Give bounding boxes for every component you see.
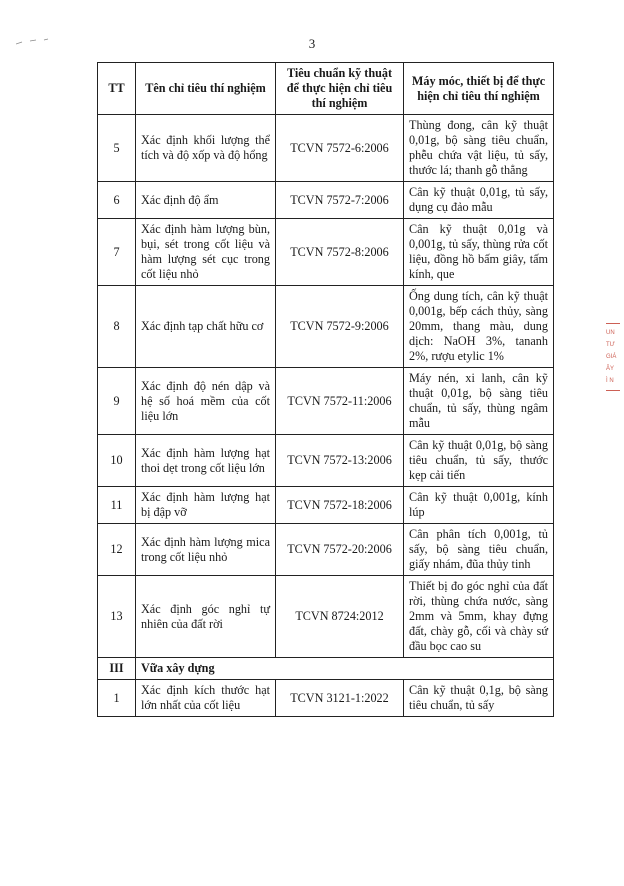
row-tt: 8 xyxy=(98,286,136,368)
table-row xyxy=(98,219,554,286)
row-tt: 1 xyxy=(98,680,136,717)
table-row xyxy=(98,680,554,717)
section-row xyxy=(98,658,554,680)
table-row xyxy=(98,435,554,487)
stamp-text: ÂY xyxy=(606,366,615,372)
section-number: III xyxy=(98,658,136,680)
table-row xyxy=(98,182,554,219)
row-standard: TCVN 3121-1:2022 xyxy=(276,680,404,717)
row-standard: TCVN 7572-18:2006 xyxy=(276,487,404,524)
row-name: Xác định hàm lượng hạt bị đập vỡ xyxy=(136,487,276,524)
row-name: Xác định độ ẩm xyxy=(136,182,276,219)
scan-mark-icon xyxy=(16,38,52,46)
row-standard: TCVN 8724:2012 xyxy=(276,576,404,658)
row-tt: 11 xyxy=(98,487,136,524)
table-row xyxy=(98,576,554,658)
row-equipment: Thiết bị đo góc nghỉ của đất rời, thùng chứa nước, sàng 2mm và 5mm, khay đựng đất, chày gỗ, cối và chày sứ đầu bọc cao su xyxy=(404,576,554,658)
row-name: Xác định hàm lượng mica trong cốt liệu nhỏ xyxy=(136,524,276,576)
row-standard: TCVN 7572-6:2006 xyxy=(276,115,404,182)
row-standard: TCVN 7572-8:2006 xyxy=(276,219,404,286)
row-tt: 9 xyxy=(98,368,136,435)
stamp-text: UN xyxy=(606,330,615,336)
test-criteria-table xyxy=(97,62,554,717)
stamp-line xyxy=(606,390,620,391)
row-standard: TCVN 7572-7:2006 xyxy=(276,182,404,219)
row-name: Xác định khối lượng thể tích và độ xốp và độ hổng xyxy=(136,115,276,182)
row-equipment: Cân kỹ thuật 0,01g, tủ sấy, dụng cụ đảo mẫu xyxy=(404,182,554,219)
header-name: Tên chỉ tiêu thí nghiệm xyxy=(136,63,276,115)
row-tt: 5 xyxy=(98,115,136,182)
row-standard: TCVN 7572-13:2006 xyxy=(276,435,404,487)
table-header-row xyxy=(98,63,554,115)
header-tt: TT xyxy=(98,63,136,115)
row-equipment: Cân kỹ thuật 0,001g, kính lúp xyxy=(404,487,554,524)
table-row xyxy=(98,524,554,576)
header-equipment: Máy móc, thiết bị để thực hiện chỉ tiêu thí nghiệm xyxy=(404,63,554,115)
row-name: Xác định tạp chất hữu cơ xyxy=(136,286,276,368)
row-name: Xác định hàm lượng hạt thoi dẹt trong cốt liệu lớn xyxy=(136,435,276,487)
row-name: Xác định độ nén dập và hệ số hoá mềm của cốt liệu lớn xyxy=(136,368,276,435)
table-row xyxy=(98,115,554,182)
stamp-text: TƯ xyxy=(606,342,615,348)
row-tt: 7 xyxy=(98,219,136,286)
row-name: Xác định kích thước hạt lớn nhất của cốt liệu xyxy=(136,680,276,717)
row-equipment: Thùng đong, cân kỹ thuật 0,01g, bộ sàng tiêu chuẩn, phễu chứa vật liệu, tủ sấy, thước lá; thanh gỗ thẳng xyxy=(404,115,554,182)
row-equipment: Cân kỹ thuật 0,1g, bộ sàng tiêu chuẩn, tủ sấy xyxy=(404,680,554,717)
row-equipment: Máy nén, xi lanh, cân kỹ thuật 0,01g, bộ sàng tiêu chuẩn, tủ sấy, thùng ngâm mẫu xyxy=(404,368,554,435)
row-tt: 12 xyxy=(98,524,136,576)
row-tt: 13 xyxy=(98,576,136,658)
stamp-text: GIÁ xyxy=(606,354,617,360)
stamp-text: Ì N xyxy=(606,378,614,384)
table-row xyxy=(98,487,554,524)
row-name: Xác định hàm lượng bùn, bụi, sét trong cốt liệu và hàm lượng sét cục trong cốt liệu nhỏ xyxy=(136,219,276,286)
row-standard: TCVN 7572-11:2006 xyxy=(276,368,404,435)
row-equipment: Cân phân tích 0,001g, tủ sấy, bộ sàng tiêu chuẩn, giấy nhám, đũa thủy tinh xyxy=(404,524,554,576)
row-standard: TCVN 7572-9:2006 xyxy=(276,286,404,368)
red-stamp-fragment xyxy=(606,320,624,440)
row-equipment: Cân kỹ thuật 0,01g và 0,001g, tủ sấy, thùng rửa cốt liệu, đồng hồ bấm giây, tấm kính, que xyxy=(404,219,554,286)
row-equipment: Cân kỹ thuật 0,01g, bộ sàng tiêu chuẩn, tủ sấy, thước kẹp cải tiến xyxy=(404,435,554,487)
header-standard: Tiêu chuẩn kỹ thuật để thực hiện chỉ tiêu thí nghiệm xyxy=(276,63,404,115)
row-standard: TCVN 7572-20:2006 xyxy=(276,524,404,576)
table-row xyxy=(98,286,554,368)
page-number: 3 xyxy=(308,36,316,51)
row-tt: 6 xyxy=(98,182,136,219)
section-title: Vữa xây dựng xyxy=(136,658,554,680)
stamp-line xyxy=(606,323,620,324)
row-equipment: Ống dung tích, cân kỹ thuật 0,001g, bếp cách thủy, sàng 20mm, thang màu, dung dịch: NaOH 3%, tananh 2%, rượu etylic 1% xyxy=(404,286,554,368)
row-name: Xác định góc nghỉ tự nhiên của đất rời xyxy=(136,576,276,658)
table-row xyxy=(98,368,554,435)
row-tt: 10 xyxy=(98,435,136,487)
